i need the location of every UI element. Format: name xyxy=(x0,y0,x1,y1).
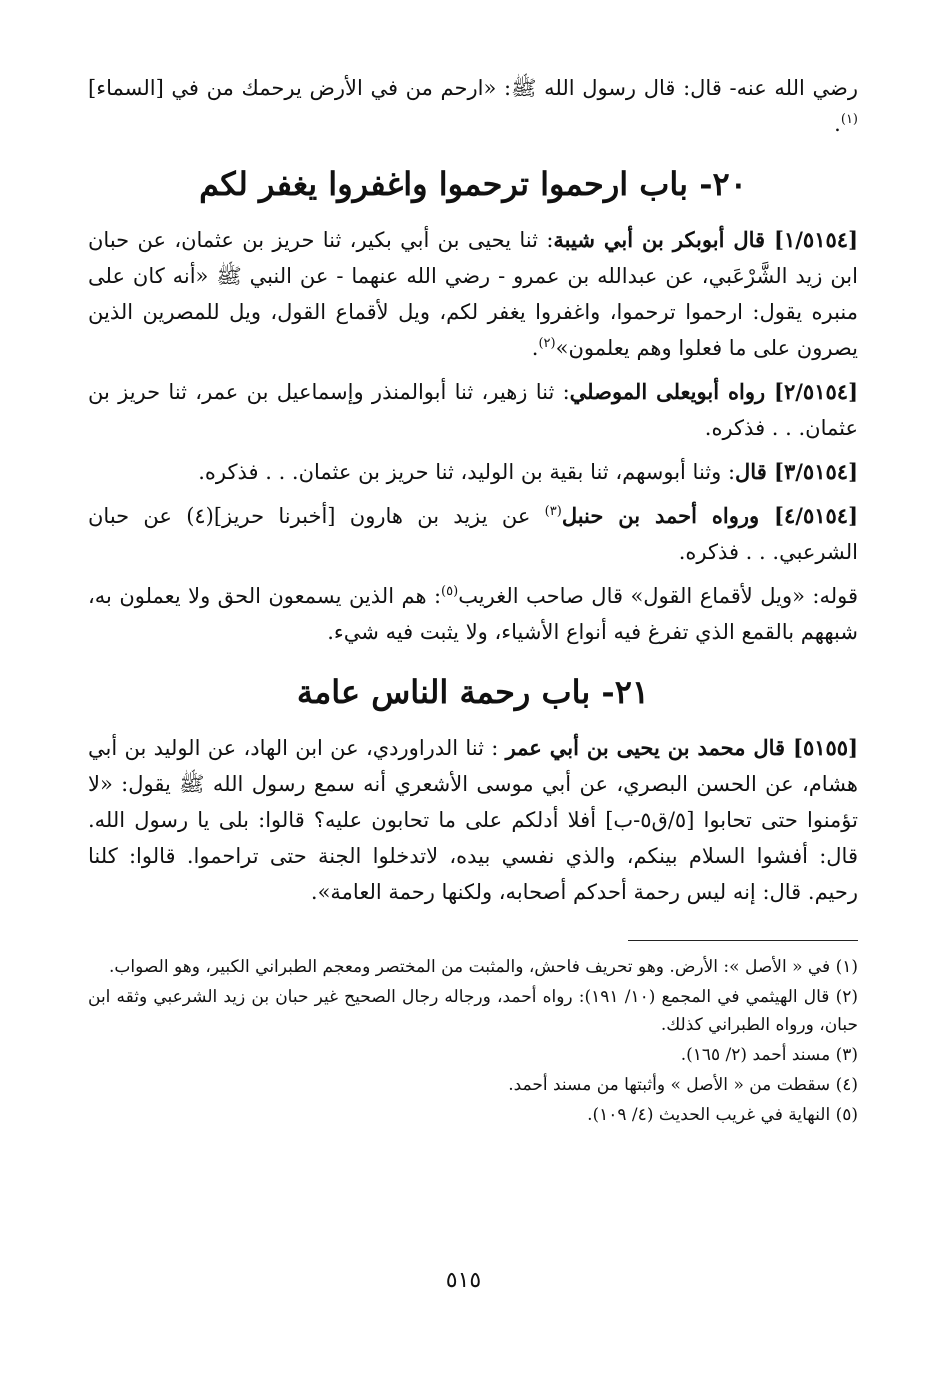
footnote-marker: (١) xyxy=(840,112,858,127)
footnote-marker: (٣) xyxy=(544,504,562,519)
hadith-text: : ثنا الدراوردي، عن ابن الهاد، عن الوليد بن أبي هشام، عن الحسن البصري، عن أبي موسى الأشعري أنه سمع رسول الله ﷺ يقول: «لا تؤمنوا حتى تحابوا [٥/ق٥-ب] أفلا أدلكم على ما تحابون عليه؟ قالوا: بلى يا رسول الله. قال: أفشوا السلام بينكم، والذي نفسي بيده، لاتدخلوا الجنة حتى تراحموا. قالوا: كلنا رحيم. قال: إنه ليس رحمة أحدكم أصحابه، ولكنها رحمة العامة». xyxy=(88,736,858,904)
hadith-reference: [٢/٥١٥٤] رواه أبويعلى الموصلي xyxy=(569,379,858,404)
section-heading-20: ٢٠- باب ارحموا ترحموا واغفروا يغفر لكم xyxy=(199,165,747,203)
hadith-text: : وثنا أبوسهم، ثنا بقية بن الوليد، ثنا حريز بن عثمان. . . فذكره. xyxy=(198,460,736,484)
hadith-reference: [٣/٥١٥٤] قال xyxy=(735,459,858,484)
footnotes xyxy=(88,953,858,1129)
hadith-reference: [٥١٥٥] قال محمد بن يحيى بن أبي عمر xyxy=(505,735,858,760)
hadith-end: . xyxy=(531,336,539,360)
hadith-text: : ثنا يحيى بن أبي بكير، ثنا حريز بن عثمان، عن حبان ابن زيد الشَّرْعَبي، عن عبدالله بن عمرو - رضي الله عنهما - عن النبي ﷺ «أنه كان على منبره يقول: ارحموا ترحموا، واغفروا يغفر لكم، ويل لأقماع القول، ويل للمصرين الذين يصرون على ما فعلوا وهم يعلمون» xyxy=(88,228,858,360)
footnote-5: (٥) النهاية في غريب الحديث (٤/ ١٠٩). xyxy=(587,1105,858,1125)
lexical-note xyxy=(88,578,858,650)
footnote-1: (١) في « الأصل »: الأرض. وهو تحريف فاحش، والمثبت من المختصر ومعجم الطبراني الكبير، وهو الصواب. xyxy=(109,957,858,977)
hadith-text: عن يزيد بن هارون [أخبرنا حريز](٤) عن حبان الشرعبي. . . فذكره. xyxy=(88,504,858,564)
hadith-text: : ثنا زهير، ثنا أبوالمنذر وإسماعيل بن عمر، ثنا حريز بن عثمان. . . فذكره. xyxy=(88,380,858,440)
section-heading-21: ٢١- باب رحمة الناس عامة xyxy=(296,673,650,711)
footnote-marker: (٥) xyxy=(441,584,459,599)
note-text: قوله: «ويل لأقماع القول» قال صاحب الغريب xyxy=(458,584,859,608)
intro-text: رضي الله عنه- قال: قال رسول الله ﷺ: «ارحم من في الأرض يرحمك من في [السماء] xyxy=(88,76,858,100)
hadith-entry xyxy=(88,730,858,910)
hadith-reference: [١/٥١٥٤] قال أبوبكر بن أبي شيبة xyxy=(553,227,858,252)
footnote-3: (٣) مسند أحمد (٢/ ١٦٥). xyxy=(680,1045,858,1065)
hadith-entry xyxy=(88,222,858,366)
hadith-entry xyxy=(88,454,858,490)
intro-paragraph xyxy=(88,70,858,142)
footnote-4: (٤) سقطت من « الأصل » وأثبتها من مسند أحمد. xyxy=(508,1075,858,1095)
page-number: ٥١٥ xyxy=(445,1268,482,1293)
page-body xyxy=(88,70,858,1131)
intro-end: . xyxy=(834,112,841,136)
hadith-entry xyxy=(88,374,858,446)
footnote-marker: (٢) xyxy=(538,336,556,351)
footnote-divider xyxy=(628,940,858,941)
hadith-reference: [٤/٥١٥٤] ورواه أحمد بن حنبل xyxy=(561,503,859,528)
hadith-entry xyxy=(88,498,858,570)
note-end: : هم الذين يسمعون الحق ولا يعملون به، شبههم بالقمع الذي تفرغ فيه أنواع الأشياء، ولا يثبت فيه شيء. xyxy=(88,584,858,644)
footnote-2: (٢) قال الهيثمي في المجمع (١٠/ ١٩١): رواه أحمد، ورجاله رجال الصحيح غير حبان بن زيد الشرعبي وثقه ابن حبان، ورواه الطبراني كذلك. xyxy=(88,987,858,1035)
